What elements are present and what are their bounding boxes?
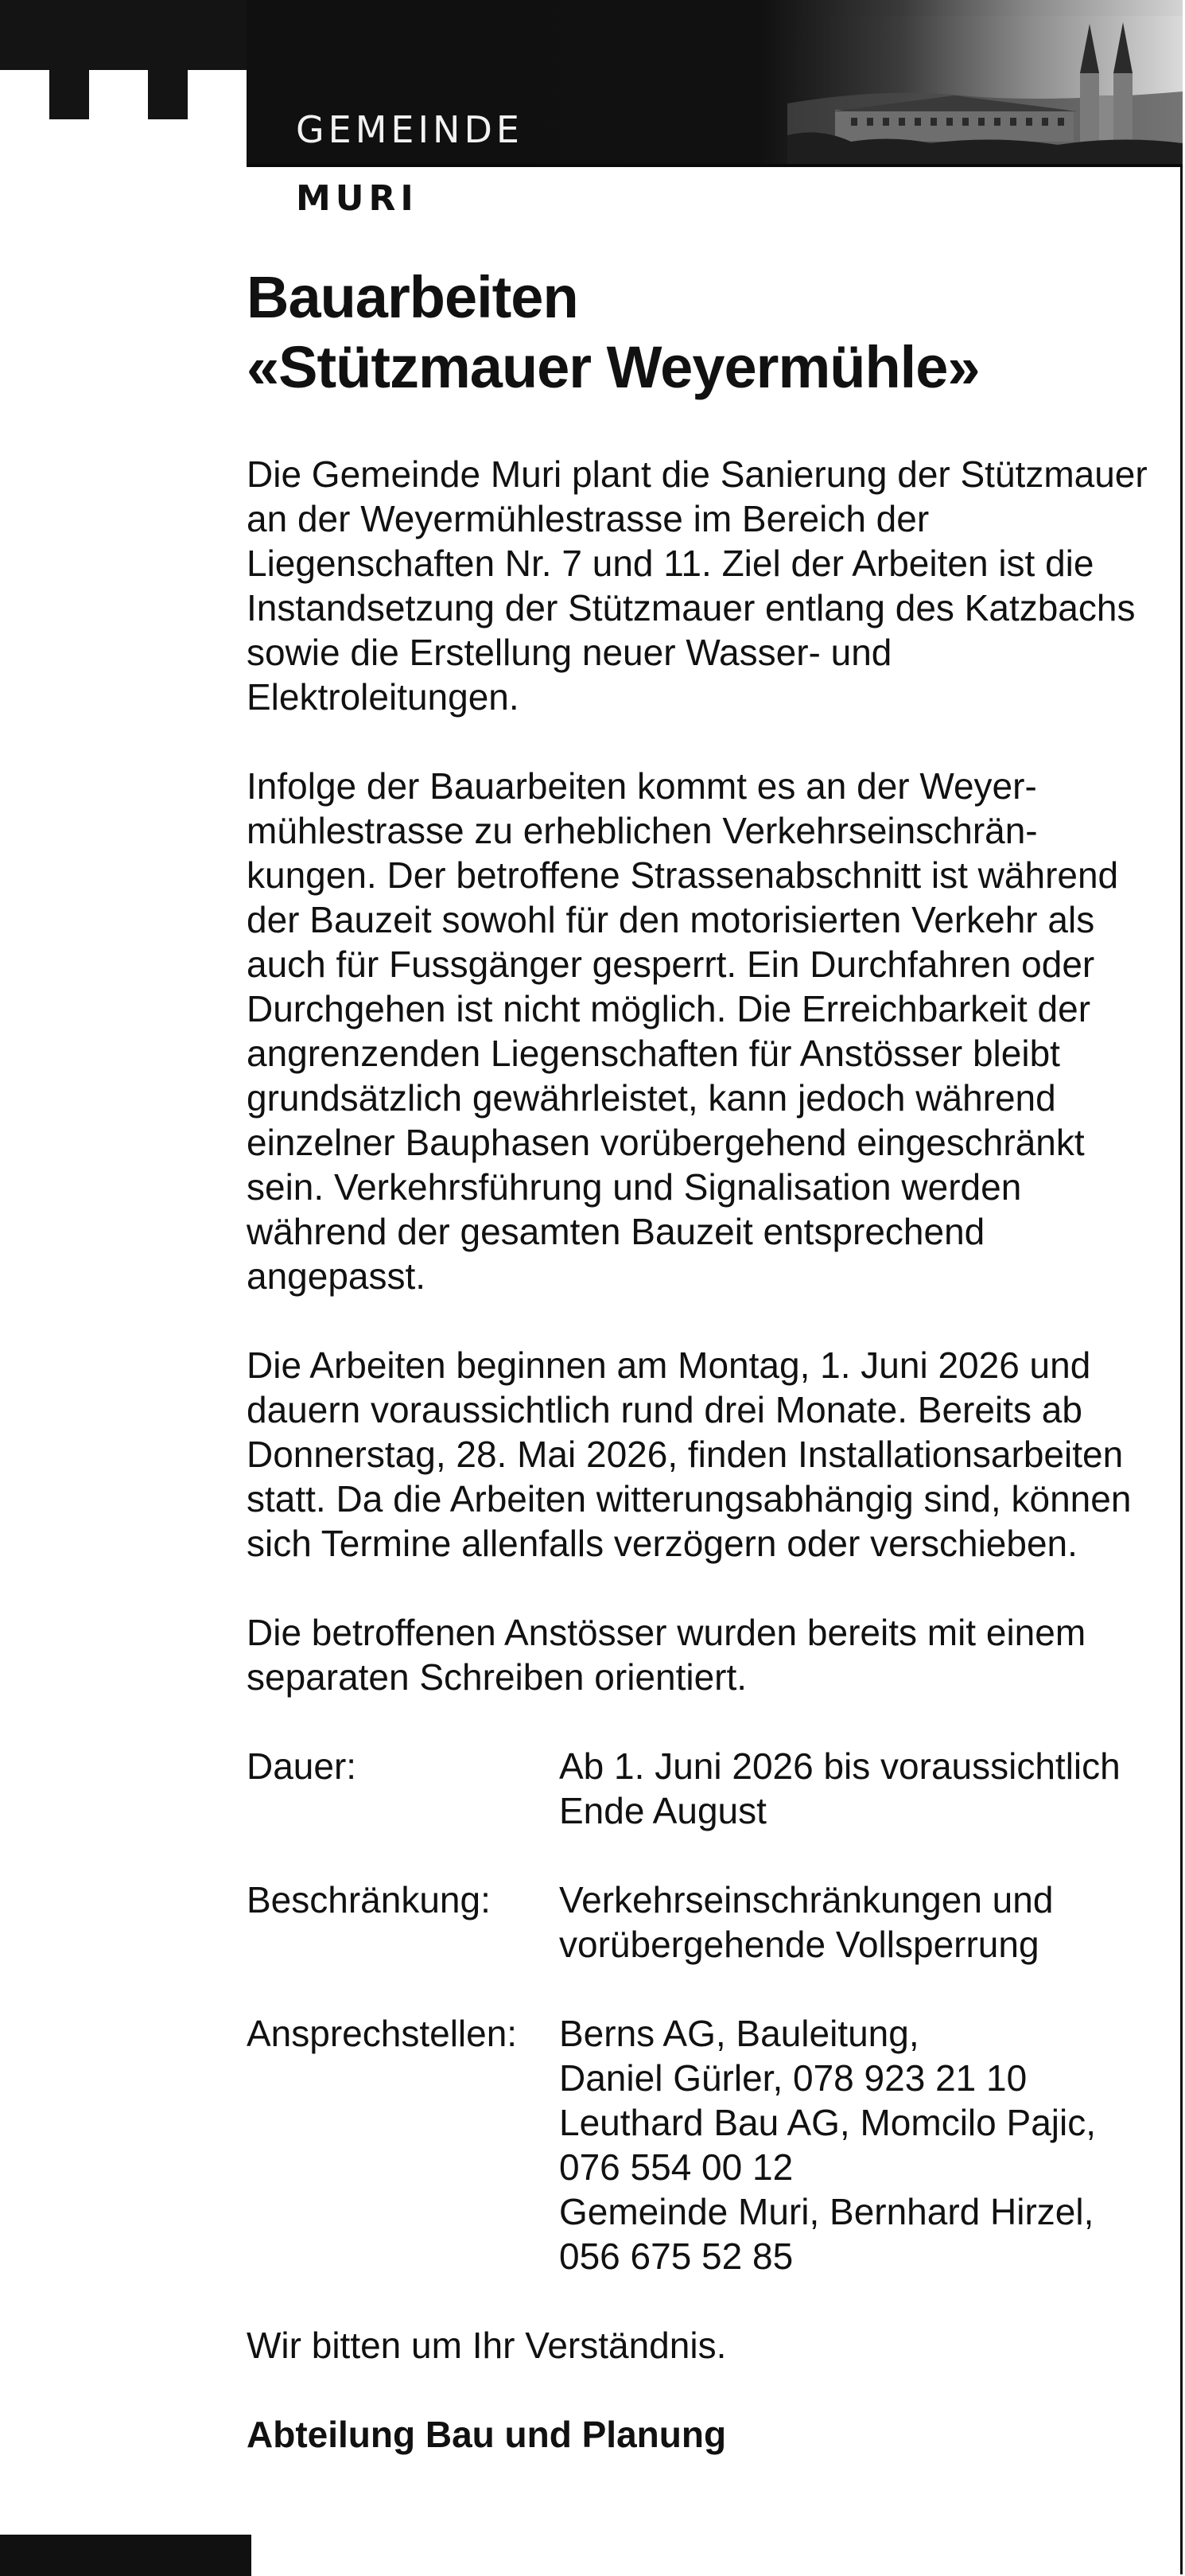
paragraph-schedule: Die Arbeiten beginnen am Montag, 1. Juni 2026 und dauern voraussichtlich rund drei Monate. Bereits ab Donnerstag, 28. Mai 2026, finden Installationsarbeiten statt. Da die Arbeiten witterungsabhängig sind, können sich Termine allenfalls verzögern oder verschieben.: [247, 1344, 1132, 1564]
contacts-value: [559, 2011, 1153, 2278]
logo-gemeinde: GEMEINDE: [296, 108, 523, 151]
restriction-value: Verkehrseinschränkungen und vorübergehende Vollsperrung: [559, 1879, 1054, 1965]
paragraph-traffic: Infolge der Bauarbeiten kommt es an der Weyermühlestrasse zu erheblichen Verkehrseinschränkungen. Der betroffene Strassenabschnitt ist während der Bauzeit sowohl für den motorisierten Verkehr als auch für Fussgänger gesperrt. Ein Durchfahren oder Durchgehen ist nicht möglich. Die Erreichbarkeit der angrenzenden Liegenschaften für Anstösser bleibt grundsätzlich gewährleistet, kann jedoch während einzelner Bauphasen vorübergehend eingeschränkt sein. Verkehrsführung und Signalisation werden während der gesamten Bauzeit entsprechend angepasst.: [247, 765, 1119, 1297]
header-band-left: [0, 0, 247, 70]
title-line-2: «Stützmauer Weyermühle»: [247, 334, 980, 400]
info-table: [247, 1744, 1153, 2278]
crenellation-merlon: [49, 70, 89, 119]
page-title: [247, 263, 1153, 403]
monastery-photo: [787, 16, 1183, 164]
logo-muri: MURI: [296, 178, 418, 219]
contact-line: Daniel Gürler, 078 923 21 10: [559, 2057, 1028, 2099]
contact-line: 076 554 00 12: [559, 2146, 794, 2188]
crenellation-merlon: [148, 70, 188, 119]
header: [0, 0, 1183, 167]
header-rule: [247, 164, 1183, 167]
signature: Abteilung Bau und Planung: [247, 2414, 727, 2455]
duration-label: Dauer:: [247, 1745, 357, 1787]
paragraph-intro: Die Gemeinde Muri plant die Sanierung der Stützmauer an der Weyermühlestrasse im Bereich der Liegenschaften Nr. 7 und 11. Ziel der Arbeiten ist die Instandsetzung der Stützmauer entlang des Katzbachs sowie die Erstellung neuer Wasser- und Elektroleitungen.: [247, 453, 1148, 718]
contact-line: Gemeinde Muri, Bernhard Hirzel,: [559, 2191, 1094, 2232]
paragraph-residents: Die betroffenen Anstösser wurden bereits mit einem separaten Schreiben orientiert.: [247, 1612, 1086, 1698]
contact-line: Berns AG, Bauleitung,: [559, 2013, 919, 2054]
title-line-1: Bauarbeiten: [247, 264, 578, 330]
footer-bar: [0, 2535, 251, 2576]
notice-content: [247, 263, 1153, 2457]
restriction-label: Beschränkung:: [247, 1879, 491, 1920]
contacts-label: Ansprechstellen:: [247, 2013, 518, 2054]
closing-text: Wir bitten um Ihr Verständnis.: [247, 2325, 727, 2366]
contact-line: Leuthard Bau AG, Momcilo Pajic,: [559, 2102, 1096, 2143]
contact-line: 056 675 52 85: [559, 2236, 794, 2277]
duration-value: Ab 1. Juni 2026 bis voraussichtlich Ende August: [559, 1745, 1121, 1831]
